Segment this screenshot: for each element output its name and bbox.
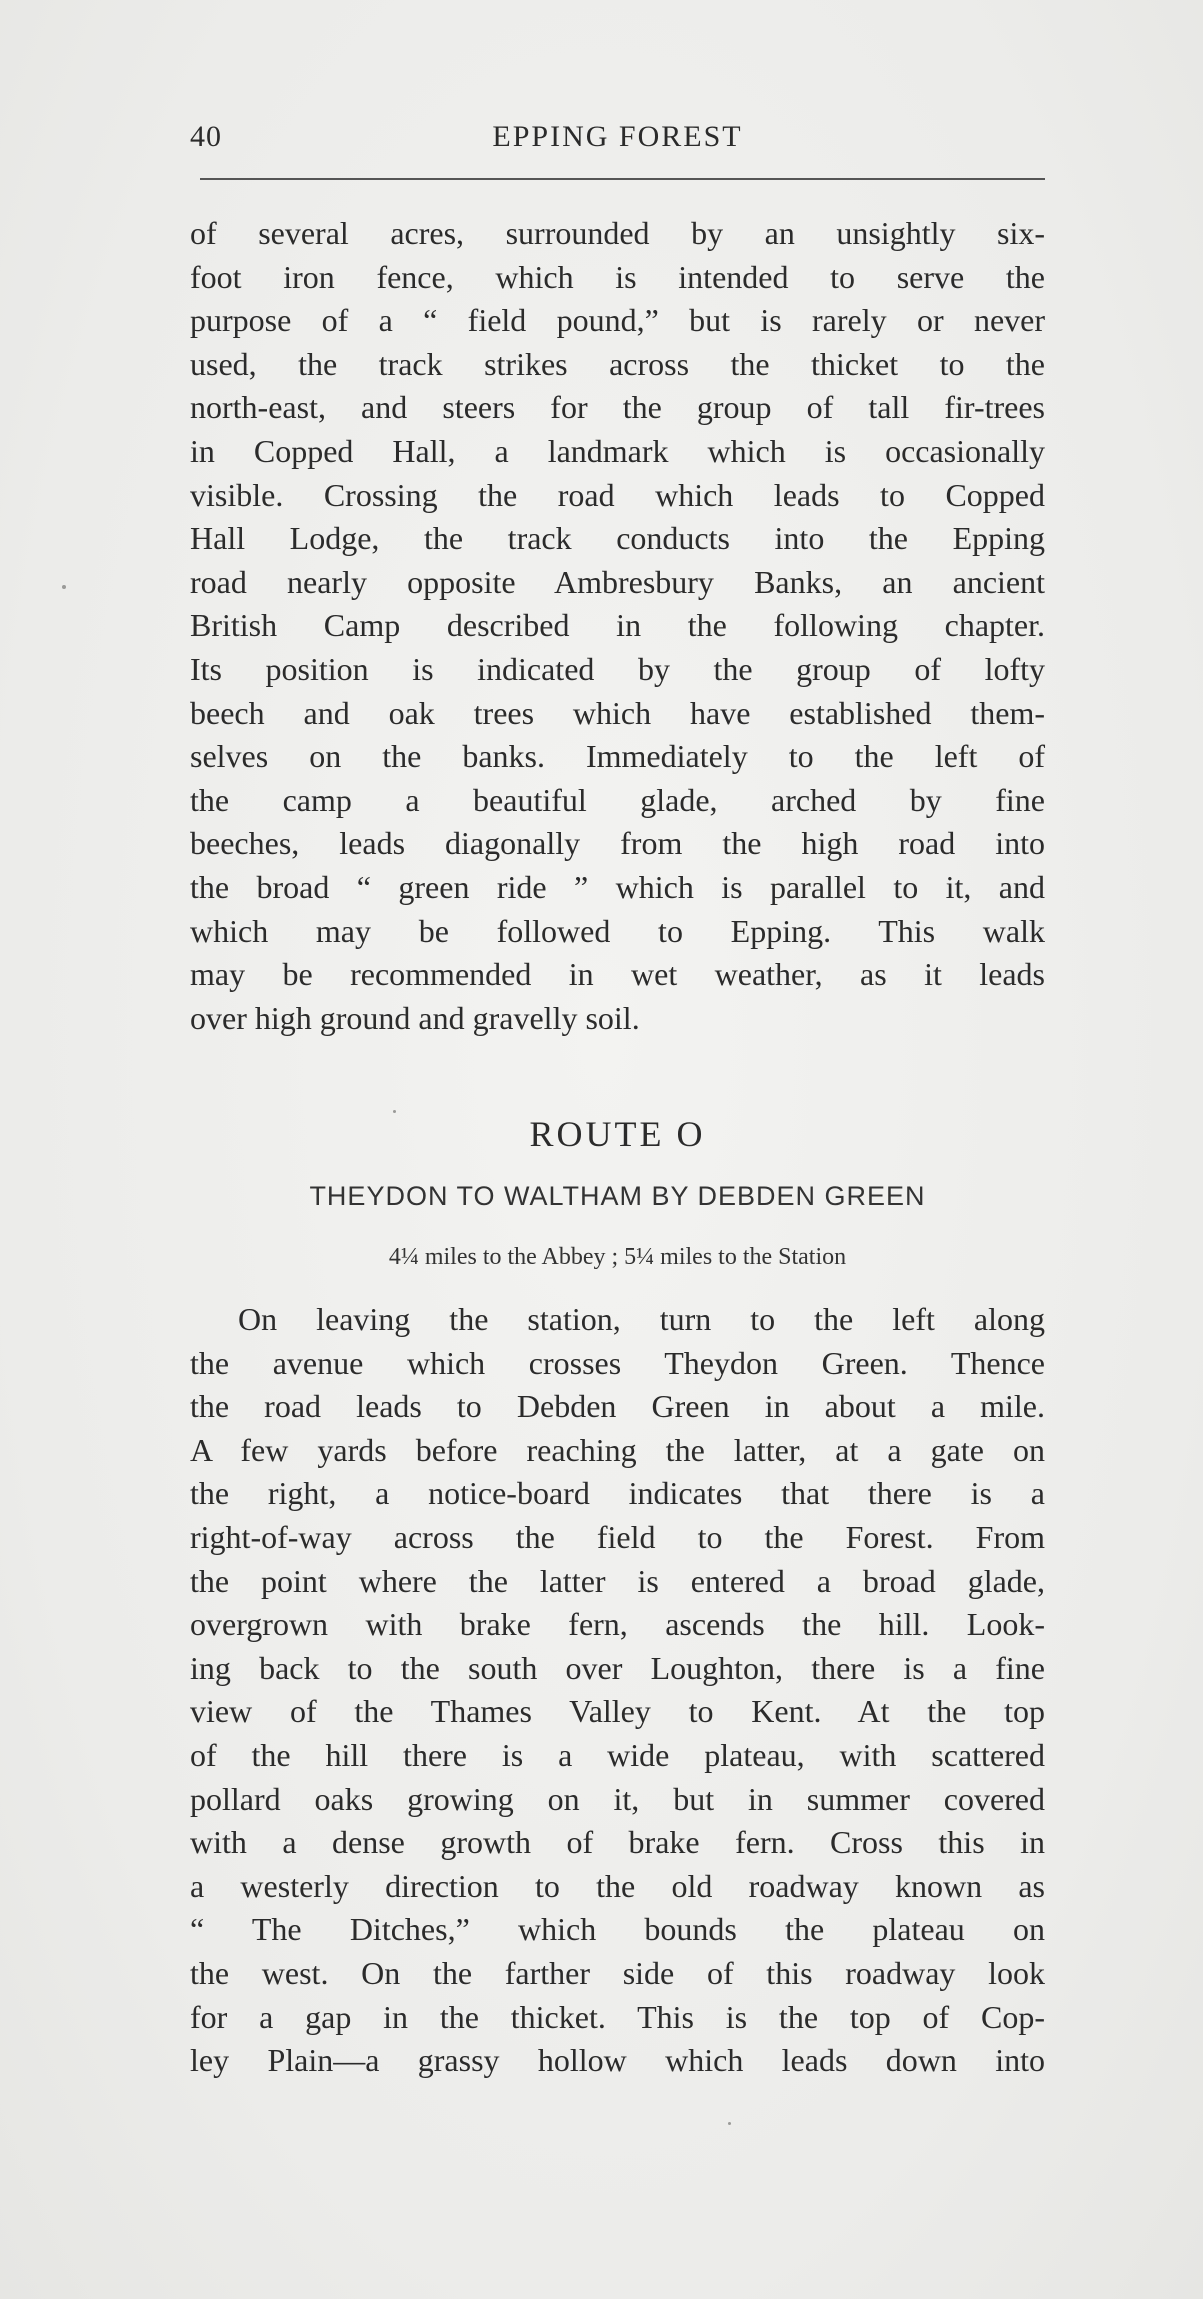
text-line: “ The Ditches,” which bounds the plateau on <box>190 1911 1045 1948</box>
text-line: used, the track strikes across the thicket to the <box>190 345 1045 382</box>
text-line: purpose of a “ field pound,” but is rarely or never <box>190 302 1045 339</box>
text-line: visible. Crossing the road which leads to Copped <box>190 476 1045 513</box>
text-line: which may be followed to Epping. This walk <box>190 912 1045 949</box>
text-line: the camp a beautiful glade, arched by fine <box>190 781 1045 818</box>
route-heading: ROUTE O <box>529 1114 706 1154</box>
header-rule <box>200 178 1045 180</box>
text-line: the west. On the farther side of this roadway look <box>190 1954 1045 1991</box>
route-subheading: THEYDON TO WALTHAM BY DEBDEN GREEN <box>309 1181 926 1211</box>
route-description <box>190 1298 1045 2083</box>
text-line: ing back to the south over Loughton, there is a fine <box>190 1649 1045 1686</box>
text-line: A few yards before reaching the latter, at a gate on <box>190 1431 1045 1468</box>
text-line: view of the Thames Valley to Kent. At the top <box>190 1693 1045 1730</box>
text-line: selves on the banks. Immediately to the left of <box>190 738 1045 775</box>
text-line: the avenue which crosses Theydon Green. Thence <box>190 1344 1045 1381</box>
text-line: in Copped Hall, a landmark which is occasionally <box>190 432 1045 469</box>
route-distance: 4¼ miles to the Abbey ; 5¼ miles to the Station <box>388 1244 847 1270</box>
text-line: may be recommended in wet weather, as it leads <box>190 956 1045 993</box>
text-line: Its position is indicated by the group of lofty <box>190 650 1045 687</box>
text-line: Hall Lodge, the track conducts into the Epping <box>190 520 1045 557</box>
page-number: 40 <box>190 120 222 153</box>
text-line: British Camp described in the following chapter. <box>190 607 1045 644</box>
text-line: overgrown with brake fern, ascends the hill. Look- <box>190 1606 1045 1643</box>
text-line: with a dense growth of brake fern. Cross this in <box>190 1824 1045 1861</box>
running-title: EPPING FOREST <box>492 120 743 153</box>
paper-speck <box>62 585 66 589</box>
text-line: of the hill there is a wide plateau, with scattered <box>190 1736 1045 1773</box>
text-line: pollard oaks growing on it, but in summer covered <box>190 1780 1045 1817</box>
text-line: road nearly opposite Ambresbury Banks, an ancient <box>190 563 1045 600</box>
text-line: for a gap in the thicket. This is the top of Cop- <box>190 1998 1045 2035</box>
text-line: the road leads to Debden Green in about a mile. <box>190 1388 1045 1425</box>
text-line: beech and oak trees which have established them- <box>190 694 1045 731</box>
text-line: the right, a notice-board indicates that there is a <box>190 1475 1045 1512</box>
text-line: foot iron fence, which is intended to serve the <box>190 258 1045 295</box>
text-line: a westerly direction to the old roadway known as <box>190 1867 1045 1904</box>
text-line: beeches, leads diagonally from the high road into <box>190 825 1045 862</box>
text-line: On leaving the station, turn to the left along <box>238 1301 1045 1337</box>
paper-speck <box>393 1110 396 1113</box>
paper-speck <box>728 2122 731 2125</box>
text-line: right-of-way across the field to the Forest. From <box>190 1518 1045 1555</box>
text-line: the broad “ green ride ” which is parallel to it, and <box>190 868 1045 905</box>
paragraph-continued <box>190 212 1045 1040</box>
text-line: over high ground and gravelly soil. <box>190 999 640 1036</box>
text-line: of several acres, surrounded by an unsightly six- <box>190 215 1045 251</box>
page-header <box>190 120 1045 164</box>
text-line: ley Plain—a grassy hollow which leads down into <box>190 2042 1045 2079</box>
text-line: north-east, and steers for the group of tall fir-trees <box>190 389 1045 426</box>
text-line: the point where the latter is entered a broad glade, <box>190 1562 1045 1599</box>
